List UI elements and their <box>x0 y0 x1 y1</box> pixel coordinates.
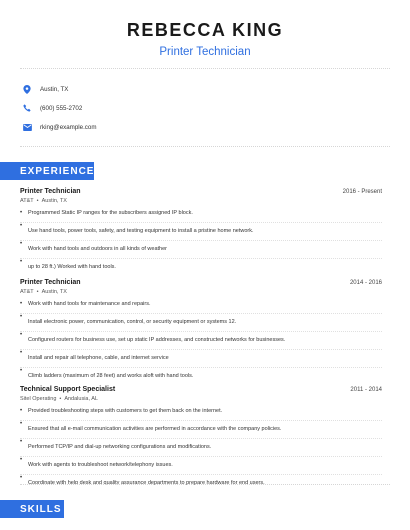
list-item: • Install and repair all telephone, cable, and internet service <box>20 349 382 362</box>
contact-divider <box>20 146 390 147</box>
job-dates: 2014 - 2016 <box>349 280 382 286</box>
email-icon <box>22 122 32 132</box>
job-location: Austin, TX <box>41 198 67 204</box>
job-location: Andalusia, AL <box>64 396 98 402</box>
job-dates: 2016 - Present <box>342 189 382 195</box>
list-item: • Provided troubleshooting steps with customers to get them back on the internet. <box>20 408 382 415</box>
job-title: Technical Support Specialist <box>20 386 116 393</box>
job-dates: 2011 - 2014 <box>350 387 382 393</box>
experience-divider <box>20 484 390 485</box>
job-company: AT&T <box>20 198 34 204</box>
job-entry <box>20 279 382 380</box>
job-title: Printer Technician <box>20 188 81 195</box>
contact-phone <box>22 99 97 117</box>
job-location: Austin, TX <box>41 289 67 295</box>
candidate-title: Printer Technician <box>159 46 251 58</box>
list-item: • Coordinate with help desk and quality assurance departments to prepare hardware for end users. <box>20 474 382 487</box>
contact-email[interactable] <box>22 118 97 136</box>
list-item: • Use hand tools, power tools, safety, and testing equipment to install a pristine home network. <box>20 222 382 235</box>
list-item: • Install electronic power, communication, control, or security equipment or systems 12. <box>20 313 382 326</box>
job-bullets <box>20 408 382 487</box>
location-pin-icon <box>22 84 32 94</box>
candidate-name: REBECCA KING <box>126 20 284 40</box>
job-company: Sitel Operating <box>20 396 57 402</box>
list-item: • Work with agents to troubleshoot network/telephony issues. <box>20 456 382 469</box>
list-item: • Ensured that all e-mail communication activities are performed in accordance with the company policies. <box>20 420 382 433</box>
list-item: • Configured routers for business use, set up static IP addresses, and constructed networks for businesses. <box>20 331 382 344</box>
email-text[interactable]: rking@example.com <box>40 123 97 131</box>
contact-block <box>22 80 97 136</box>
job-employer: AT&T • Austin, TX <box>20 198 67 204</box>
experience-section-header <box>0 162 94 180</box>
location-text: Austin, TX <box>40 85 69 93</box>
job-title: Printer Technician <box>20 279 81 286</box>
list-item: • Work with hand tools and outdoors in all kinds of weather <box>20 240 382 253</box>
phone-text: (600) 555-2702 <box>40 104 83 112</box>
job-entry <box>20 188 382 271</box>
experience-list <box>20 188 382 487</box>
job-employer: AT&T • Austin, TX <box>20 289 67 295</box>
skills-section-header <box>0 500 64 518</box>
phone-icon <box>22 103 32 113</box>
skills-label: SKILLS <box>20 503 62 515</box>
contact-location <box>22 80 97 98</box>
job-employer: Sitel Operating • Andalusia, AL <box>20 396 98 402</box>
job-company: AT&T <box>20 289 34 295</box>
list-item: • Climb ladders (maximum of 28 feet) and works aloft with hand tools. <box>20 367 382 380</box>
header-divider <box>20 68 390 69</box>
job-bullets <box>20 301 382 380</box>
experience-label: EXPERIENCE <box>20 165 95 177</box>
list-item: • up to 28 ft.) Worked with hand tools. <box>20 258 382 271</box>
resume-header <box>0 0 410 59</box>
list-item: • Programmed Static IP ranges for the subscribers assigned IP block. <box>20 210 382 217</box>
job-entry <box>20 386 382 487</box>
list-item: • Performed TCP/IP and dial-up networking configurations and modifications. <box>20 438 382 451</box>
list-item: • Work with hand tools for maintenance and repairs. <box>20 301 382 308</box>
job-bullets <box>20 210 382 271</box>
